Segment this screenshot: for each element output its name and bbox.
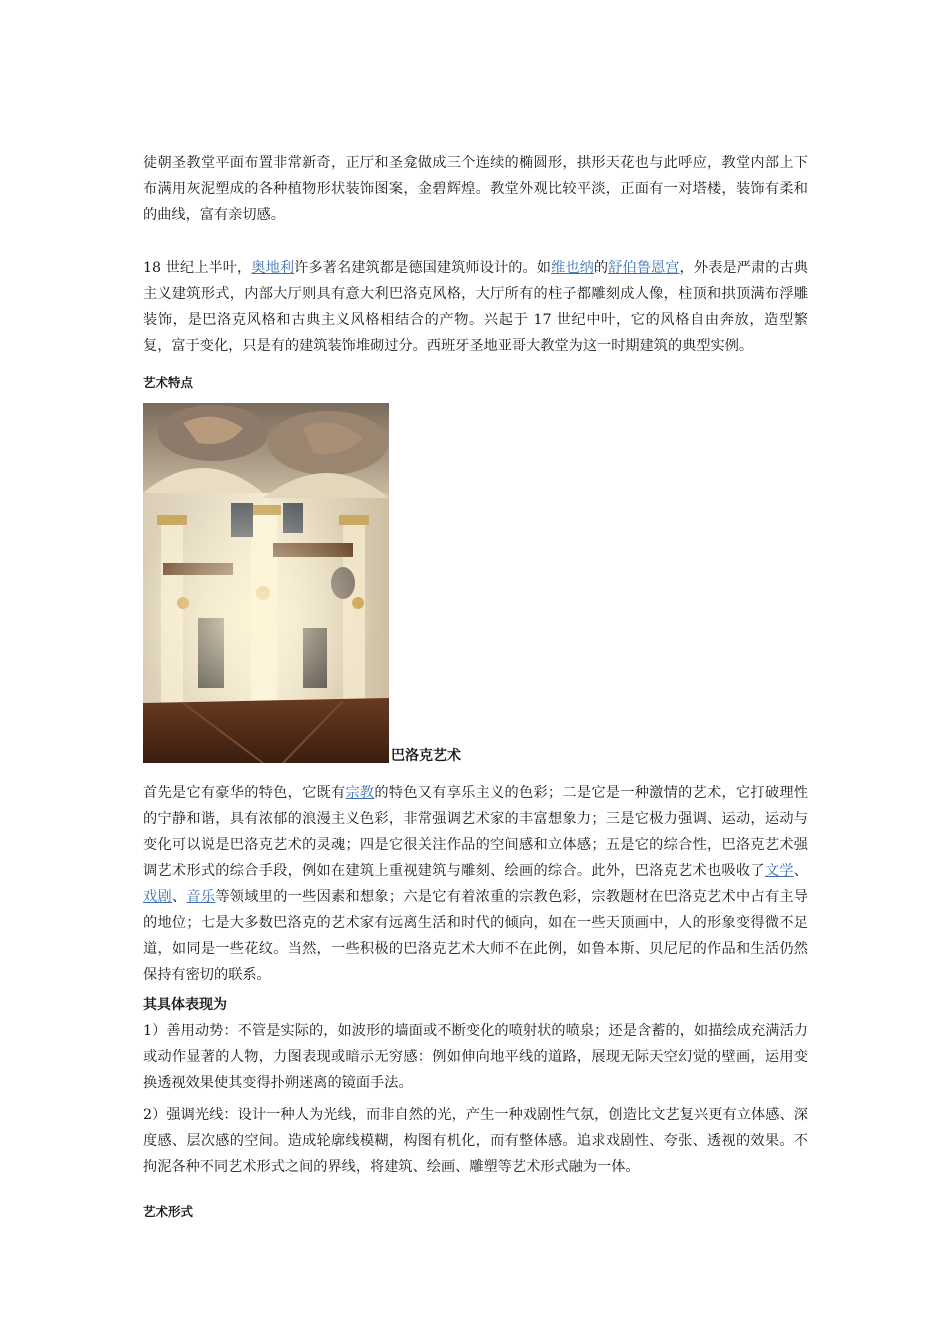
paragraph-features-list xyxy=(143,780,808,988)
link-drama[interactable]: 戏剧 xyxy=(143,889,172,905)
text-segment: ，外表是严肃的古典主义建筑形式，内部大厅则具有意大利巴洛克风格，大厅所有的柱子都雕刻成人像，柱顶和拱顶满布浮雕装饰，是巴洛克风格和古典主义风格相结合的产物。兴起于 17 世纪中叶，它的风格自由奔放，造型繁复，富于变化，只是有的建筑装饰堆砌过分。西班牙圣地亚哥大教堂为这一时期建筑的典型实例。 xyxy=(143,260,808,354)
text-segment: 18 世纪上半叶， xyxy=(143,260,252,276)
text-segment: 首先是它有豪华的特色，它既有 xyxy=(143,785,346,801)
text-segment: 许多著名建筑都是德国建筑师设计的。如 xyxy=(294,260,552,276)
text-segment: 等领域里的一些因素和想象；六是它有着浓重的宗教色彩，宗教题材在巴洛克艺术中占有主导的地位；七是大多数巴洛克的艺术家有远离生活和时代的倾向，如在一些天顶画中，人的形象变得微不足道，如同是一些花纹。当然，一些积极的巴洛克艺术大师不在此例，如鲁本斯、贝尼尼的作品和生活仍然保持有密切的联系。 xyxy=(143,889,808,983)
paragraph-lighting: 2）强调光线：设计一种人为光线，而非自然的光，产生一种戏剧性气氛，创造比文艺复兴更有立体感、深度感、层次感的空间。造成轮廓线模糊，构图有机化，而有整体感。追求戏剧性、夸张、透视的效果。不拘泥各种不同艺术形式之间的界线，将建筑、绘画、雕塑等艺术形式融为一体。 xyxy=(143,1107,808,1175)
heading-art-features: 艺术特点 xyxy=(143,375,194,390)
paragraph-dynamics: 1）善用动势：不管是实际的，如波形的墙面或不断变化的喷射状的喷泉；还是含蓄的，如描绘成充满活力或动作显著的人物，力图表现或暗示无穷感：例如伸向地平线的道路，展现无际天空幻觉的壁画，运用变换透视效果使其变得扑朔迷离的镜面手法。 xyxy=(143,1023,808,1091)
image-caption: 巴洛克艺术 xyxy=(391,748,461,764)
link-vienna[interactable]: 维也纳 xyxy=(551,260,594,276)
link-literature[interactable]: 文学 xyxy=(764,863,794,879)
link-schonbrunn[interactable]: 舒伯鲁恩宫 xyxy=(608,260,680,276)
figure-baroque xyxy=(143,403,808,763)
heading-art-forms: 艺术形式 xyxy=(143,1204,194,1219)
text-segment: 的特色又有享乐主义的色彩；二是它是一种激情的艺术，它打破理性的宁静和谐，具有浓郁的浪漫主义色彩，非常强调艺术家的丰富想象力；三是它极力强调、运动，运动与变化可以说是巴洛克艺术的灵魂；四是它很关注作品的空间感和立体感；五是它的综合性，巴洛克艺术强调艺术形式的综合手段，例如在建筑上重视建筑与雕刻、绘画的综合。此外，巴洛克艺术也吸收了 xyxy=(143,785,808,879)
heading-specific-expressions: 其具体表现为 xyxy=(143,997,227,1013)
baroque-interior-image xyxy=(143,403,389,763)
text-segment: 、 xyxy=(793,863,808,879)
paragraph-pilgrimage-church: 徒朝圣教堂平面布置非常新奇，正厅和圣龛做成三个连续的椭圆形，拱形天花也与此呼应，教堂内部上下布满用灰泥塑成的各种植物形状装饰图案，金碧辉煌。教堂外观比较平淡，正面有一对塔楼，装饰有柔和的曲线，富有亲切感。 xyxy=(143,155,808,223)
text-segment: 的 xyxy=(593,260,609,276)
link-music[interactable]: 音乐 xyxy=(186,889,216,905)
link-austria[interactable]: 奥地利 xyxy=(251,260,295,276)
link-religion[interactable]: 宗教 xyxy=(345,785,375,801)
baroque-interior-illustration xyxy=(143,403,389,763)
document-page xyxy=(143,150,808,1220)
paragraph-18th-century xyxy=(143,255,808,359)
text-segment: 、 xyxy=(171,889,187,905)
